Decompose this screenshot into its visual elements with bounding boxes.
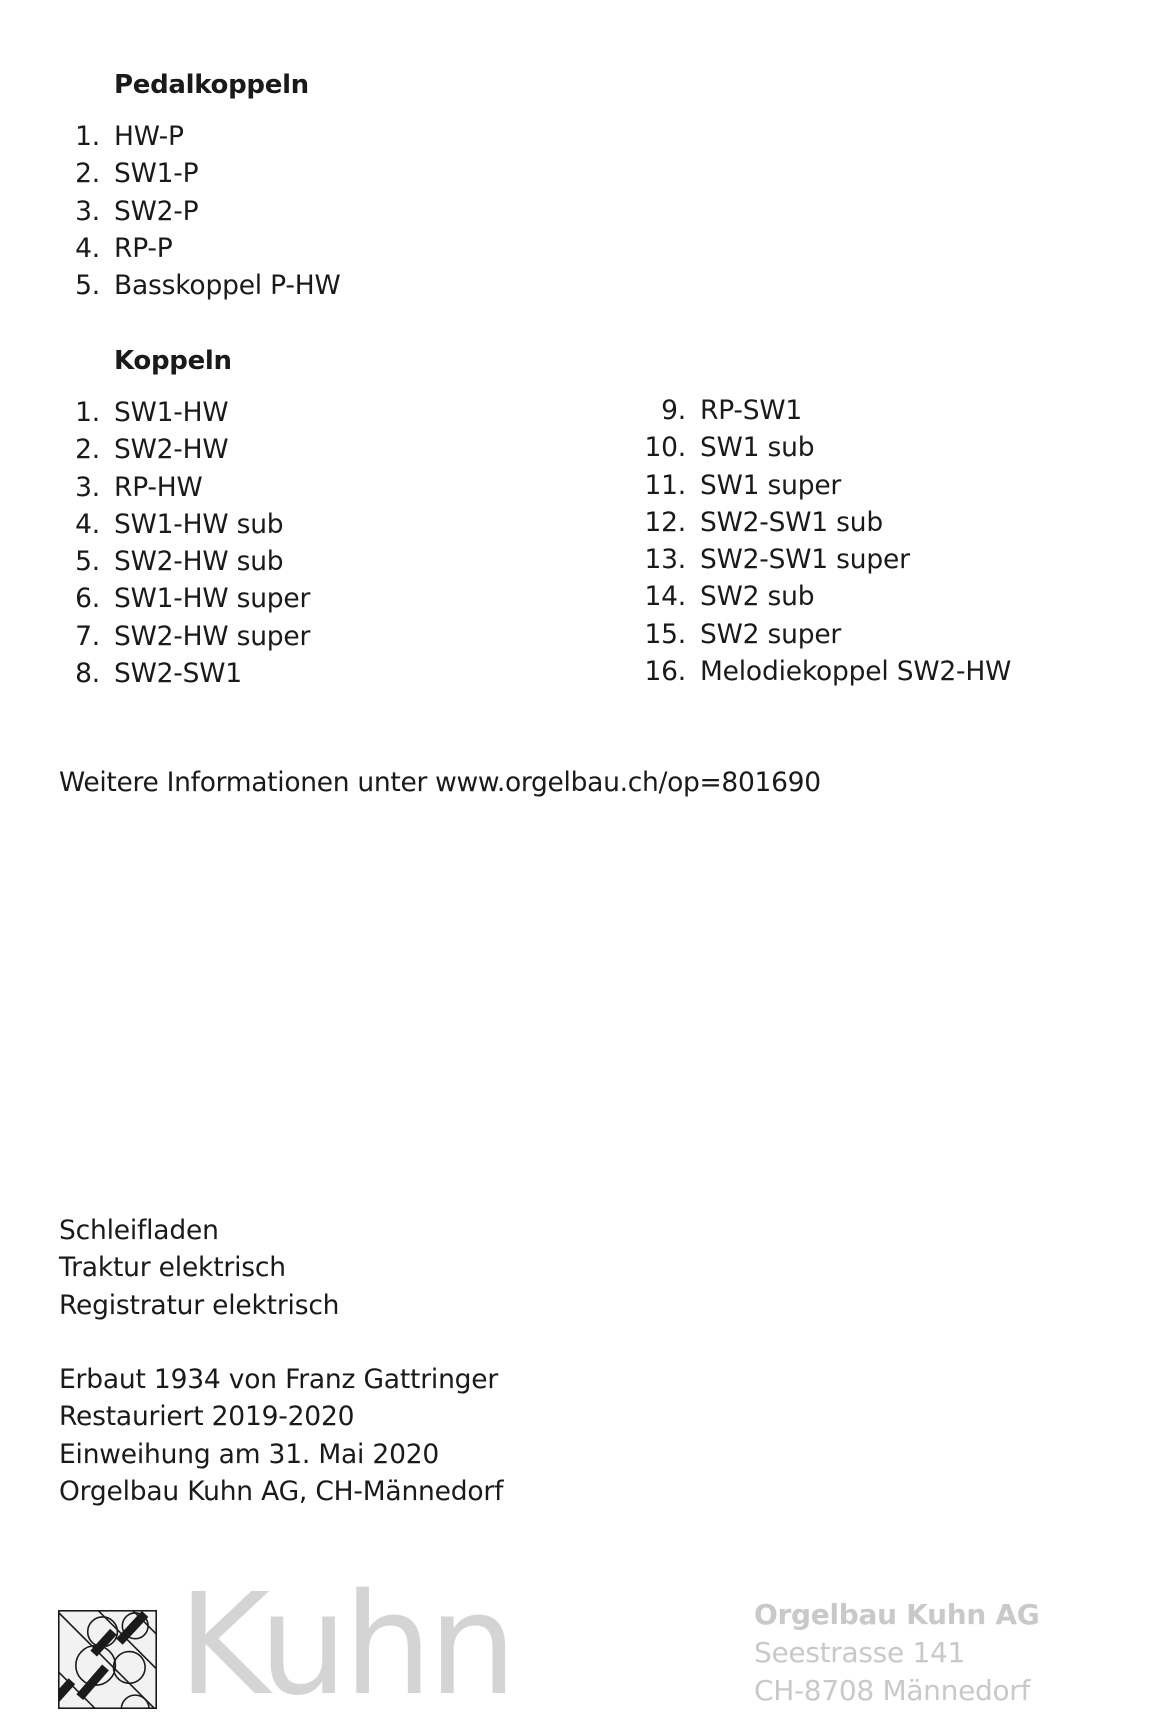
item-label: SW2-SW1 sub bbox=[700, 506, 883, 538]
item-label: HW-P bbox=[114, 121, 184, 152]
more-info-text: Weitere Informationen unter www.orgelbau.ch/op=801690 bbox=[59, 767, 821, 798]
company-address bbox=[754, 1596, 1039, 1710]
item-number: 12. bbox=[644, 506, 686, 538]
item-number: 4. bbox=[75, 232, 100, 264]
item-number: 4. bbox=[75, 508, 100, 540]
list-item bbox=[0, 467, 1011, 504]
list-item bbox=[0, 578, 1011, 615]
item-label: RP-SW1 bbox=[700, 395, 803, 426]
item-label: Basskoppel P-HW bbox=[114, 270, 341, 302]
list-item bbox=[0, 504, 1011, 541]
company-name: Orgelbau Kuhn AG bbox=[754, 1598, 1040, 1631]
item-label: SW1-P bbox=[114, 158, 199, 190]
item-label: SW1 super bbox=[700, 469, 842, 501]
history-line: Erbaut 1934 von Franz Gattringer bbox=[59, 1364, 499, 1395]
heading-pedalkoppeln: Pedalkoppeln bbox=[114, 70, 309, 100]
item-label: SW2 sub bbox=[700, 581, 815, 613]
item-label: Melodiekoppel SW2-HW bbox=[700, 656, 1012, 688]
item-number: 9. bbox=[661, 395, 686, 426]
history-line: Restauriert 2019-2020 bbox=[59, 1401, 355, 1433]
technical-line: Registratur elektrisch bbox=[59, 1289, 340, 1321]
list-item bbox=[0, 429, 1011, 466]
list-item bbox=[0, 118, 340, 155]
item-number: 3. bbox=[75, 195, 100, 227]
item-number: 7. bbox=[75, 620, 100, 652]
item-label: SW1-HW bbox=[114, 397, 229, 428]
history-line: Einweihung am 31. Mai 2020 bbox=[59, 1438, 440, 1470]
kuhn-logo-mark-icon bbox=[58, 1610, 157, 1709]
kuhn-logo-wordmark: Kuhn bbox=[178, 1564, 514, 1727]
list-item bbox=[0, 230, 340, 267]
item-label: SW2 super bbox=[700, 618, 842, 650]
item-label: RP-P bbox=[114, 232, 173, 264]
item-number: 2. bbox=[75, 434, 100, 466]
city-address: CH-8708 Männedorf bbox=[754, 1674, 1031, 1707]
item-number: 3. bbox=[75, 471, 100, 503]
item-number: 6. bbox=[75, 583, 100, 615]
item-label: SW2-SW1 super bbox=[700, 544, 910, 576]
item-number: 2. bbox=[75, 158, 100, 190]
item-label: SW1 sub bbox=[700, 432, 815, 464]
item-label: SW1-HW sub bbox=[114, 508, 284, 540]
item-number: 1. bbox=[75, 121, 100, 152]
item-number: 14. bbox=[644, 581, 686, 613]
list-item bbox=[0, 541, 1011, 578]
item-number: 15. bbox=[644, 618, 686, 650]
item-label: SW2-SW1 bbox=[114, 658, 242, 690]
list-item bbox=[0, 616, 1011, 653]
item-label: RP-HW bbox=[114, 471, 203, 503]
item-number: 11. bbox=[644, 469, 686, 501]
list-item bbox=[0, 267, 340, 304]
item-number: 10. bbox=[644, 432, 686, 464]
item-label: SW1-HW super bbox=[114, 583, 311, 615]
technical-line: Traktur elektrisch bbox=[59, 1252, 286, 1284]
item-number: 16. bbox=[644, 656, 686, 688]
technical-details bbox=[59, 1212, 339, 1324]
history-details bbox=[59, 1361, 503, 1510]
item-number: 13. bbox=[644, 544, 686, 576]
item-number: 1. bbox=[75, 397, 100, 428]
pedalkoppeln-list bbox=[0, 118, 340, 304]
item-label: SW2-HW bbox=[114, 434, 229, 466]
list-item bbox=[0, 392, 1011, 429]
item-number: 5. bbox=[75, 270, 100, 302]
item-label: SW2-HW super bbox=[114, 620, 311, 652]
item-number: 8. bbox=[75, 658, 100, 690]
list-item bbox=[0, 653, 1011, 690]
koppeln-list-right bbox=[0, 392, 1011, 690]
heading-koppeln: Koppeln bbox=[114, 346, 232, 376]
list-item bbox=[0, 193, 340, 230]
item-number: 5. bbox=[75, 546, 100, 578]
street-address: Seestrasse 141 bbox=[754, 1636, 966, 1669]
technical-line: Schleifladen bbox=[59, 1215, 219, 1246]
item-label: SW2-HW sub bbox=[114, 546, 284, 578]
history-line: Orgelbau Kuhn AG, CH-Männedorf bbox=[59, 1475, 504, 1507]
list-item bbox=[0, 155, 340, 192]
item-label: SW2-P bbox=[114, 195, 199, 227]
